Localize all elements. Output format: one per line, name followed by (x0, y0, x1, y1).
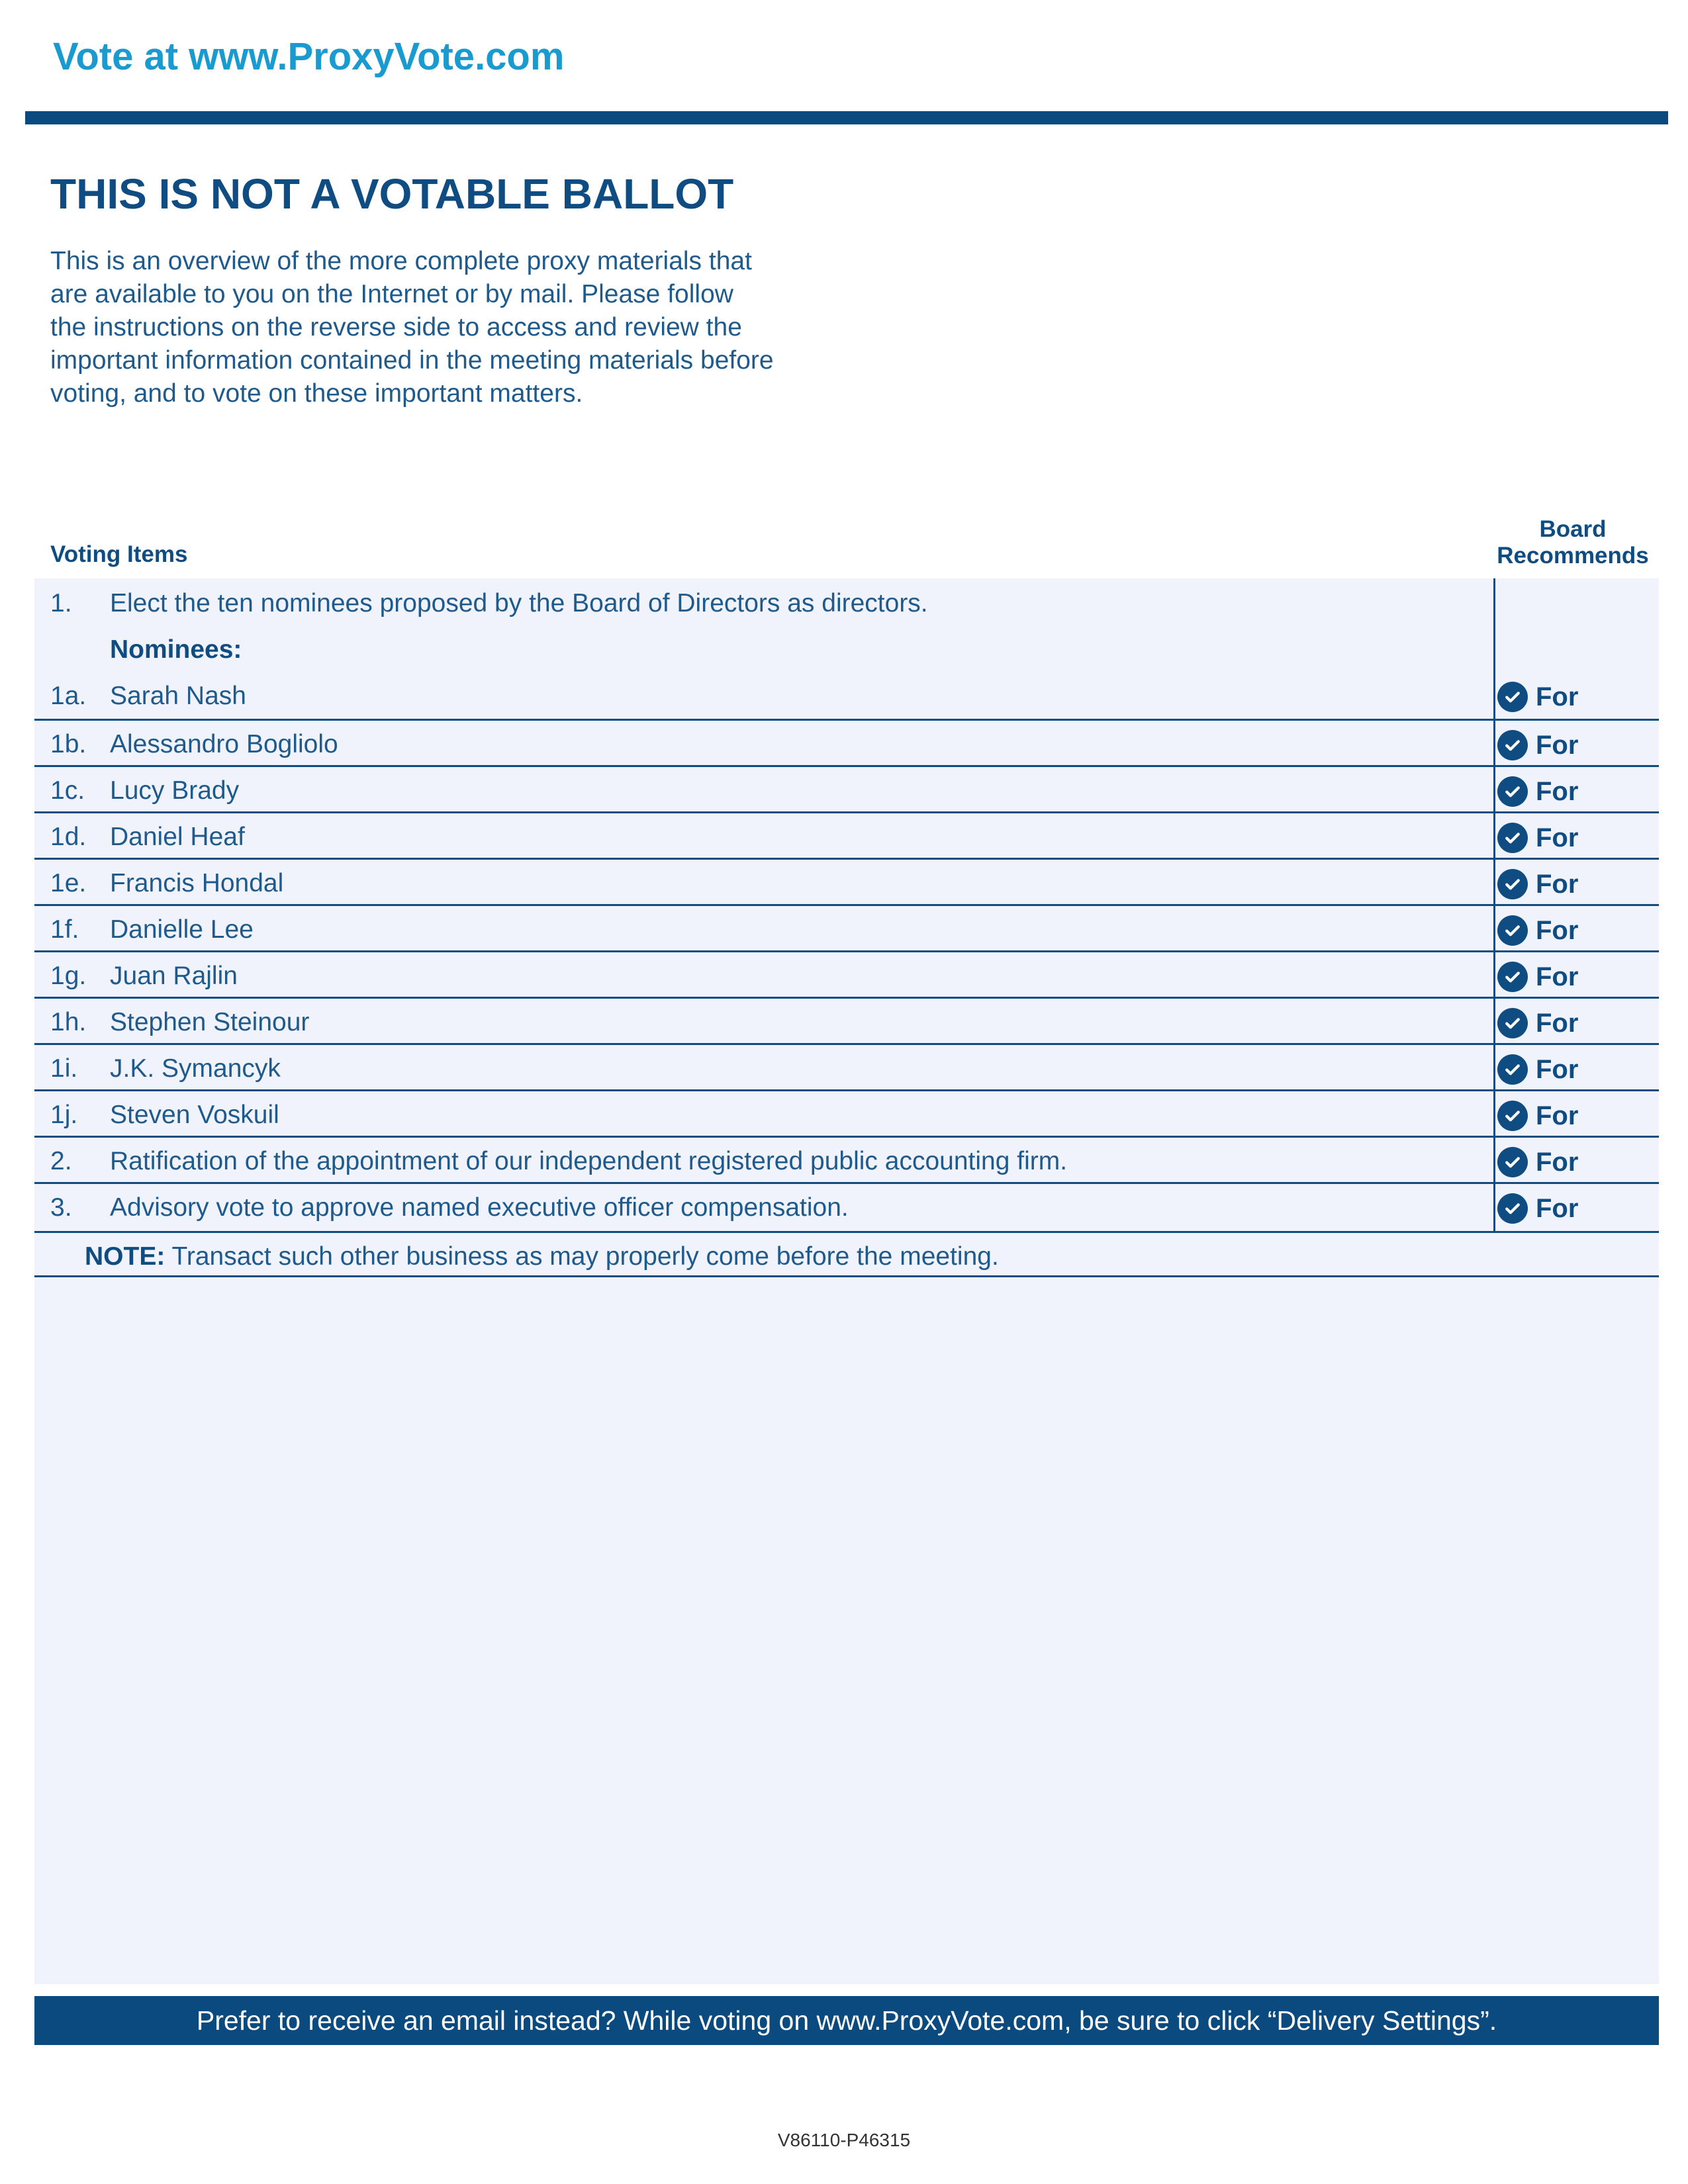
voting-item-row (34, 1089, 1659, 1136)
voting-item-row (34, 1043, 1659, 1089)
board-recommendation (1497, 914, 1578, 947)
item-number: 1i. (50, 1054, 78, 1083)
board-recommends-header (1493, 516, 1652, 569)
check-circle-icon (1497, 1193, 1528, 1224)
recommendation-label: For (1536, 776, 1579, 806)
voting-items-header: Voting Items (50, 541, 188, 567)
note-label: NOTE: (85, 1242, 165, 1271)
item-number: 1. (50, 589, 72, 617)
item-number: 1a. (50, 682, 87, 710)
note-body: Transact such other business as may properly come before the meeting. (165, 1242, 999, 1271)
check-circle-icon (1497, 730, 1528, 760)
item-text: Elect the ten nominees proposed by the Board of Directors as directors. (110, 589, 928, 617)
board-recommendation (1497, 775, 1578, 808)
voting-item-row (34, 765, 1659, 811)
item-text: Stephen Steinour (110, 1008, 310, 1036)
intro-line: voting, and to vote on these important matters. (50, 379, 583, 408)
email-delivery-banner (34, 1996, 1659, 2045)
board-recommendation (1497, 960, 1578, 993)
item-number: 3. (50, 1193, 72, 1222)
recommendation-label: For (1536, 823, 1579, 852)
check-circle-icon (1497, 1147, 1528, 1177)
check-circle-icon (1497, 1054, 1528, 1085)
board-recommendation (1497, 1099, 1578, 1132)
item-number: 1b. (50, 730, 87, 758)
board-recommendation (1497, 1007, 1578, 1040)
voting-item-row (34, 904, 1659, 950)
board-recommendation (1497, 868, 1578, 901)
recommendation-label: For (1536, 1101, 1579, 1130)
recommendation-label: For (1536, 1147, 1579, 1177)
intro-line: are available to you on the Internet or by mail. Please follow (50, 280, 733, 308)
item-number: 1j. (50, 1101, 78, 1129)
check-circle-icon (1497, 915, 1528, 946)
item-text: Advisory vote to approve named executive officer compensation. (110, 1193, 849, 1222)
intro-line: the instructions on the reverse side to access and review the (50, 313, 742, 341)
recommendation-label: For (1536, 869, 1579, 899)
item-text: Alessandro Bogliolo (110, 730, 338, 758)
item-text: Francis Hondal (110, 869, 284, 897)
voting-item-row (34, 1182, 1659, 1228)
voting-item-row (34, 950, 1659, 997)
item-number: 1c. (50, 776, 85, 805)
item-text: Lucy Brady (110, 776, 240, 805)
item-number: 1e. (50, 869, 87, 897)
voting-item-row (34, 719, 1659, 765)
check-circle-icon (1497, 682, 1528, 712)
check-circle-icon (1497, 823, 1528, 853)
item-text: Daniel Heaf (110, 823, 245, 851)
note-row (34, 1231, 1659, 1277)
voting-item-row (34, 672, 1659, 719)
board-recommendation (1497, 680, 1578, 713)
voting-item-row (34, 1136, 1659, 1182)
nominees-heading-row (34, 626, 1659, 672)
item-number: 1h. (50, 1008, 87, 1036)
board-recommendation (1497, 821, 1578, 854)
check-circle-icon (1497, 869, 1528, 899)
note-text (85, 1242, 999, 1271)
board-header-line: Recommends (1497, 543, 1649, 569)
recommendation-label: For (1536, 962, 1579, 991)
recommendation-label: For (1536, 1054, 1579, 1084)
check-circle-icon (1497, 962, 1528, 992)
board-recommendation (1497, 1146, 1578, 1179)
board-recommendation (1497, 729, 1578, 762)
recommendation-label: For (1536, 915, 1579, 945)
item-number: 2. (50, 1147, 72, 1175)
voting-item-row (34, 811, 1659, 858)
item-text: Ratification of the appointment of our independent registered public accounting firm. (110, 1147, 1068, 1175)
document-code: V86110-P46315 (777, 2130, 911, 2150)
item-text: Steven Voskuil (110, 1101, 279, 1129)
recommendation-label: For (1536, 730, 1579, 760)
intro-line: important information contained in the meeting materials before (50, 346, 774, 375)
check-circle-icon (1497, 776, 1528, 807)
item-text: J.K. Symancyk (110, 1054, 281, 1083)
board-header-line: Board (1539, 516, 1607, 542)
board-recommendation (1497, 1053, 1578, 1086)
recommendation-label: For (1536, 682, 1579, 711)
item-text: Juan Rajlin (110, 962, 238, 990)
page-title: THIS IS NOT A VOTABLE BALLOT (50, 170, 734, 218)
check-circle-icon (1497, 1008, 1528, 1038)
intro-paragraph (50, 245, 871, 410)
recommendation-label: For (1536, 1008, 1579, 1038)
item-text: Sarah Nash (110, 682, 246, 710)
voting-item-row (34, 858, 1659, 904)
top-divider (25, 111, 1668, 124)
nominees-label: Nominees: (110, 635, 242, 664)
intro-line: This is an overview of the more complete proxy materials that (50, 247, 752, 275)
item-number: 1f. (50, 915, 79, 944)
check-circle-icon (1497, 1101, 1528, 1131)
board-recommendation (1497, 1192, 1578, 1225)
voting-item-row (34, 997, 1659, 1043)
recommendation-label: For (1536, 1193, 1579, 1223)
vote-website-link[interactable]: Vote at www.ProxyVote.com (53, 35, 565, 78)
email-delivery-text: Prefer to receive an email instead? While voting on www.ProxyVote.com, be sure to click “Delivery Settings”. (196, 2005, 1497, 2036)
voting-item-row (34, 580, 1659, 626)
item-number: 1g. (50, 962, 87, 990)
item-number: 1d. (50, 823, 87, 851)
item-text: Danielle Lee (110, 915, 254, 944)
